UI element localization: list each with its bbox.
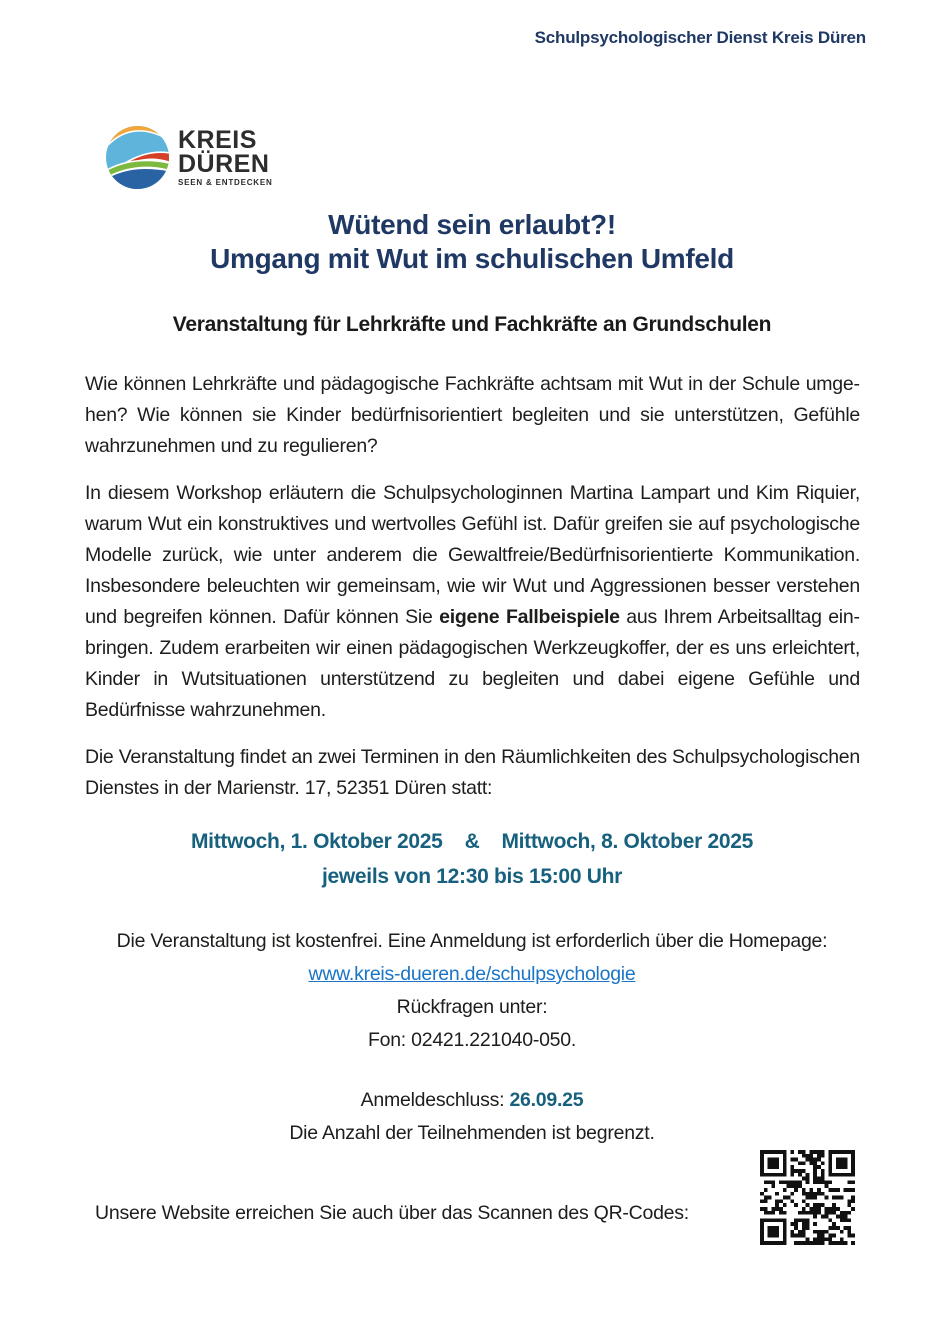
qr-code-icon bbox=[760, 1150, 855, 1245]
event-subtitle: Veranstaltung für Lehrkräfte und Fachkräfte an Grundschulen bbox=[172, 313, 772, 336]
date-first: Mittwoch, 1. Oktober 2025 bbox=[190, 830, 443, 853]
homepage-link[interactable]: www.kreis-dueren.de/schulpsychologie bbox=[308, 963, 636, 985]
page-title bbox=[0, 208, 944, 276]
deadline-date: 26.09.25 bbox=[509, 1089, 584, 1111]
workshop-text-1: In diesem Workshop erläutern die Schulpsychologinnen Martina Lampart und Kim Riquier, warum Wut ein konstruktives und wertvolles Gefühl ist. Dafür greifen sie auf psychologische Modelle zurück, wie unter anderem die Gewaltfreie/Bedürfnisorientierte Kommunikation. bbox=[85, 482, 860, 566]
dates-line bbox=[0, 830, 944, 854]
paragraph-location: Die Veranstaltung findet an zwei Terminen in den Räumlichkeiten des Schulpsychologischen Dienstes in der Marienstr. 17, 52351 Düren statt: bbox=[85, 746, 860, 799]
date-second: Mittwoch, 8. Oktober 2025 bbox=[501, 830, 754, 853]
footer bbox=[0, 1150, 944, 1260]
header-org-name: Schulpsychologischer Dienst Kreis Düren bbox=[534, 28, 866, 47]
registration-note: Die Veranstaltung ist kostenfrei. Eine Anmeldung ist erforderlich über die Homepage: bbox=[116, 930, 828, 952]
event-time: jeweils von 12:30 bis 15:00 Uhr bbox=[321, 865, 622, 888]
deadline-section bbox=[0, 1084, 944, 1150]
logo-tagline: SEEN & ENTDECKEN bbox=[178, 177, 273, 187]
kreis-dueren-logo-icon bbox=[106, 126, 169, 189]
deadline-label: Anmeldeschluss: bbox=[360, 1089, 510, 1111]
paragraph-workshop bbox=[85, 478, 860, 726]
qr-code-caption: Unsere Website erreichen Sie auch über das Scannen des QR-Codes: bbox=[95, 1202, 689, 1224]
homepage-link-line bbox=[0, 958, 944, 991]
questions-line: Rückfragen unter: bbox=[396, 996, 548, 1018]
page-title-line1: Wütend sein erlaubt?! bbox=[328, 209, 616, 240]
phone-line: Fon: 02421.221040-050. bbox=[367, 1029, 577, 1051]
logo-word-dueren: DÜREN bbox=[178, 149, 270, 178]
body-text bbox=[85, 369, 860, 804]
workshop-text-4: Zudem erarbeiten wir einen pädagogischen Werkzeugkoffer, der es uns erleichtert, Kinder in Wutsituationen unterstützend zu begleiten und dabei eigene Gefühle und Bedürfnisse wahrzunehmen. bbox=[85, 637, 860, 721]
page-title-line2: Umgang mit Wut im schulischen Umfeld bbox=[210, 243, 734, 274]
logo-text bbox=[178, 125, 273, 187]
registration-info bbox=[0, 925, 944, 1057]
paragraph-intro: Wie können Lehrkräfte und pädagogische Fachkräfte achtsam mit Wut in der Schule umgehen? Wie können sie Kinder bedürfnisorientiert begleiten und sie unterstützen, Gefühle wahrzunehmen und zu regulieren? bbox=[85, 373, 860, 457]
dates-separator: & bbox=[464, 830, 480, 853]
event-dates bbox=[0, 830, 944, 889]
logo-word-kreis: KREIS bbox=[178, 125, 257, 154]
kreis-dueren-logo bbox=[106, 114, 944, 200]
workshop-text-3: aus Ihrem Arbeitsalltag einbringen. bbox=[85, 606, 860, 659]
workshop-text-2: Insbesondere beleuchten wir gemeinsam, wie wir Wut und Aggressionen besser verstehen und begreifen können. Dafür können Sie bbox=[85, 575, 860, 628]
participants-limit: Die Anzahl der Teilnehmenden ist begrenzt. bbox=[289, 1122, 655, 1144]
highlight-fallbeispiele: eigene Fallbeispiele bbox=[439, 606, 620, 628]
deadline-line bbox=[0, 1084, 944, 1117]
